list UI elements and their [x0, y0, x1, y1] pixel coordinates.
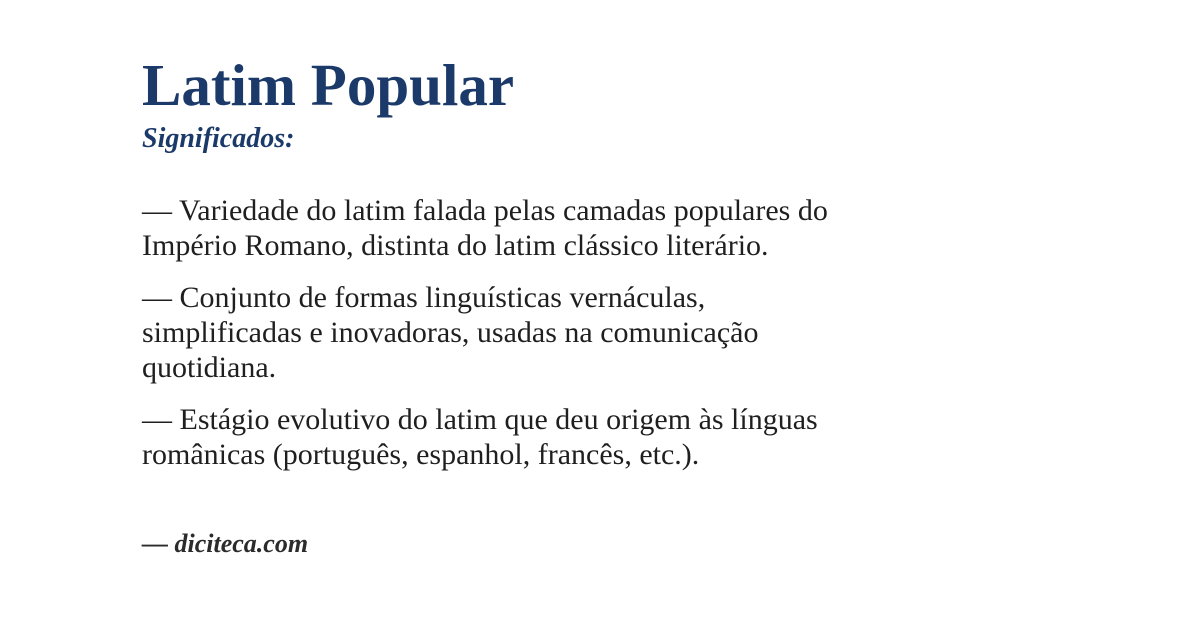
page-subtitle: Significados: [142, 122, 295, 154]
attribution-text: — diciteca.com [142, 529, 309, 559]
definition-item [142, 402, 1102, 472]
definition-line: — Conjunto de formas linguísticas vernáculas, [142, 281, 706, 315]
definition-line: românicas (português, espanhol, francês, etc.). [142, 438, 700, 472]
definition-line: simplificadas e inovadoras, usadas na comunicação [142, 316, 759, 350]
footer [142, 528, 1140, 559]
definition-line: Império Romano, distinta do latim clássico literário. [142, 229, 769, 263]
page-title: Latim Popular [142, 52, 515, 118]
definition-item [142, 280, 1102, 385]
definition-line: quotidiana. [142, 351, 277, 385]
definitions-list [142, 193, 1102, 472]
definition-line: — Estágio evolutivo do latim que deu origem às línguas [142, 403, 818, 437]
definition-line: — Variedade do latim falada pelas camadas populares do [142, 194, 828, 228]
definition-item [142, 193, 1102, 263]
header [142, 54, 1140, 155]
